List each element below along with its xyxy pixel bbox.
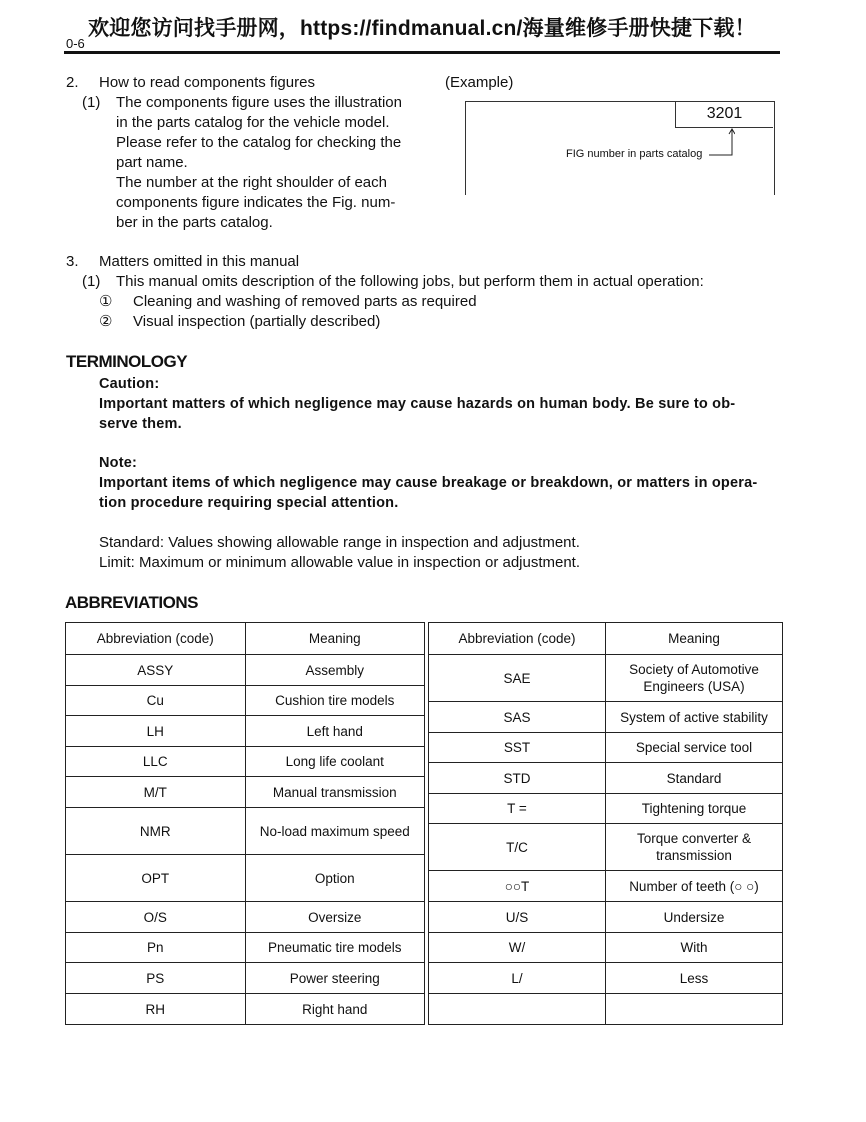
code-cell: M/T: [66, 777, 246, 808]
sub-number: (1): [82, 273, 101, 290]
header-rule: [64, 51, 780, 54]
meaning-cell: Tightening torque: [606, 794, 783, 824]
code-cell: NMR: [66, 808, 246, 855]
meaning-cell: Pneumatic tire models: [245, 933, 425, 963]
meaning-cell: Undersize: [606, 902, 783, 933]
body-line: in the parts catalog for the vehicle model.: [116, 114, 390, 131]
page-number: 0-6: [66, 36, 85, 51]
table-row: [66, 686, 425, 716]
note-line: Important items of which negligence may cause breakage or breakdown, or matters in opera-: [99, 475, 758, 491]
sub-text: This manual omits description of the following jobs, but perform them in actual operation:: [116, 273, 704, 290]
code-cell: O/S: [66, 902, 246, 933]
code-cell: Pn: [66, 933, 246, 963]
code-cell: RH: [66, 994, 246, 1025]
table-row: [66, 808, 425, 855]
table-row: [66, 855, 425, 902]
sub-number: (1): [82, 94, 101, 111]
table-row: [429, 902, 783, 933]
table-row: [66, 747, 425, 777]
code-cell: T/C: [429, 824, 606, 871]
code-cell: LLC: [66, 747, 246, 777]
meaning-cell: Manual transmission: [245, 777, 425, 808]
code-cell: SAE: [429, 655, 606, 702]
section-number: 3.: [66, 253, 79, 270]
table-row: [66, 777, 425, 808]
table-row: [429, 655, 783, 702]
item-text: Visual inspection (partially described): [133, 313, 381, 330]
code-cell: STD: [429, 763, 606, 794]
section-number: 2.: [66, 74, 79, 91]
site-banner: 欢迎您访问找手册网，https://findmanual.cn/海量维修手册快捷下载！: [88, 17, 756, 40]
code-cell: L/: [429, 963, 606, 994]
code-cell: SAS: [429, 702, 606, 733]
meaning-cell: System of active stability: [606, 702, 783, 733]
meaning-cell: Less: [606, 963, 783, 994]
terminology-heading: TERMINOLOGY: [66, 352, 188, 371]
meaning-cell: Society of Automotive Engineers (USA): [606, 655, 783, 702]
header-meaning: Meaning: [245, 623, 425, 655]
code-cell: [429, 994, 606, 1025]
table-header-row: [429, 623, 783, 655]
code-cell: T =: [429, 794, 606, 824]
standard-definition: Standard: Values showing allowable range in inspection and adjustment.: [99, 534, 580, 551]
item-mark: ②: [99, 313, 113, 330]
table-row: [66, 655, 425, 686]
table-row: [429, 994, 783, 1025]
item-mark: ①: [99, 293, 113, 310]
meaning-cell: Torque converter & transmission: [606, 824, 783, 871]
item-text: Cleaning and washing of removed parts as required: [133, 293, 477, 310]
meaning-cell: Number of teeth (○ ○): [606, 871, 783, 902]
meaning-cell: Long life coolant: [245, 747, 425, 777]
table-row: [429, 871, 783, 902]
caution-line: serve them.: [99, 416, 182, 432]
code-cell: SST: [429, 733, 606, 763]
limit-definition: Limit: Maximum or minimum allowable value in inspection or adjustment.: [99, 554, 581, 571]
meaning-cell: Assembly: [245, 655, 425, 686]
table-row: [429, 702, 783, 733]
note-label: Note:: [99, 455, 138, 471]
fig-number-box: 3201: [675, 101, 773, 128]
section-title: How to read components figures: [99, 74, 315, 91]
meaning-cell: Standard: [606, 763, 783, 794]
table-row: [429, 794, 783, 824]
code-cell: U/S: [429, 902, 606, 933]
table-row: [429, 733, 783, 763]
table-row: [66, 716, 425, 747]
table-row: [429, 933, 783, 963]
fig-caption: FIG number in parts catalog: [566, 148, 703, 160]
code-cell: ○○T: [429, 871, 606, 902]
table-row: [429, 963, 783, 994]
meaning-cell: [606, 994, 783, 1025]
code-cell: Cu: [66, 686, 246, 716]
header-meaning: Meaning: [606, 623, 783, 655]
code-cell: W/: [429, 933, 606, 963]
section2-body: [116, 93, 402, 233]
table-header-row: [66, 623, 425, 655]
meaning-cell: Left hand: [245, 716, 425, 747]
table-row: [429, 824, 783, 871]
table-row: [66, 963, 425, 994]
table-row: [66, 902, 425, 933]
body-line: The number at the right shoulder of each: [116, 174, 387, 191]
note-line: tion procedure requiring special attention.: [99, 495, 399, 511]
table-row: [66, 933, 425, 963]
meaning-cell: No-load maximum speed: [245, 808, 425, 855]
caution-label: Caution:: [99, 376, 160, 392]
header-code: Abbreviation (code): [66, 623, 246, 655]
header-code: Abbreviation (code): [429, 623, 606, 655]
abbreviations-table-right: [428, 622, 783, 1025]
body-line: part name.: [116, 154, 188, 171]
meaning-cell: Oversize: [245, 902, 425, 933]
meaning-cell: Cushion tire models: [245, 686, 425, 716]
example-label: (Example): [445, 74, 514, 91]
meaning-cell: Power steering: [245, 963, 425, 994]
caution-line: Important matters of which negligence may cause hazards on human body. Be sure to ob-: [99, 396, 736, 412]
body-line: Please refer to the catalog for checking the: [116, 134, 402, 151]
code-cell: PS: [66, 963, 246, 994]
table-row: [429, 763, 783, 794]
code-cell: OPT: [66, 855, 246, 902]
table-row: [66, 994, 425, 1025]
body-line: components figure indicates the Fig. num-: [116, 194, 396, 211]
body-line: ber in the parts catalog.: [116, 214, 273, 231]
body-line: The components figure uses the illustration: [116, 94, 402, 111]
meaning-cell: With: [606, 933, 783, 963]
code-cell: LH: [66, 716, 246, 747]
section-title: Matters omitted in this manual: [99, 253, 300, 270]
meaning-cell: Special service tool: [606, 733, 783, 763]
abbreviations-table-left: [65, 622, 425, 1025]
meaning-cell: Right hand: [245, 994, 425, 1025]
meaning-cell: Option: [245, 855, 425, 902]
code-cell: ASSY: [66, 655, 246, 686]
abbreviations-heading: ABBREVIATIONS: [65, 593, 198, 612]
arrow-icon: [705, 126, 735, 160]
